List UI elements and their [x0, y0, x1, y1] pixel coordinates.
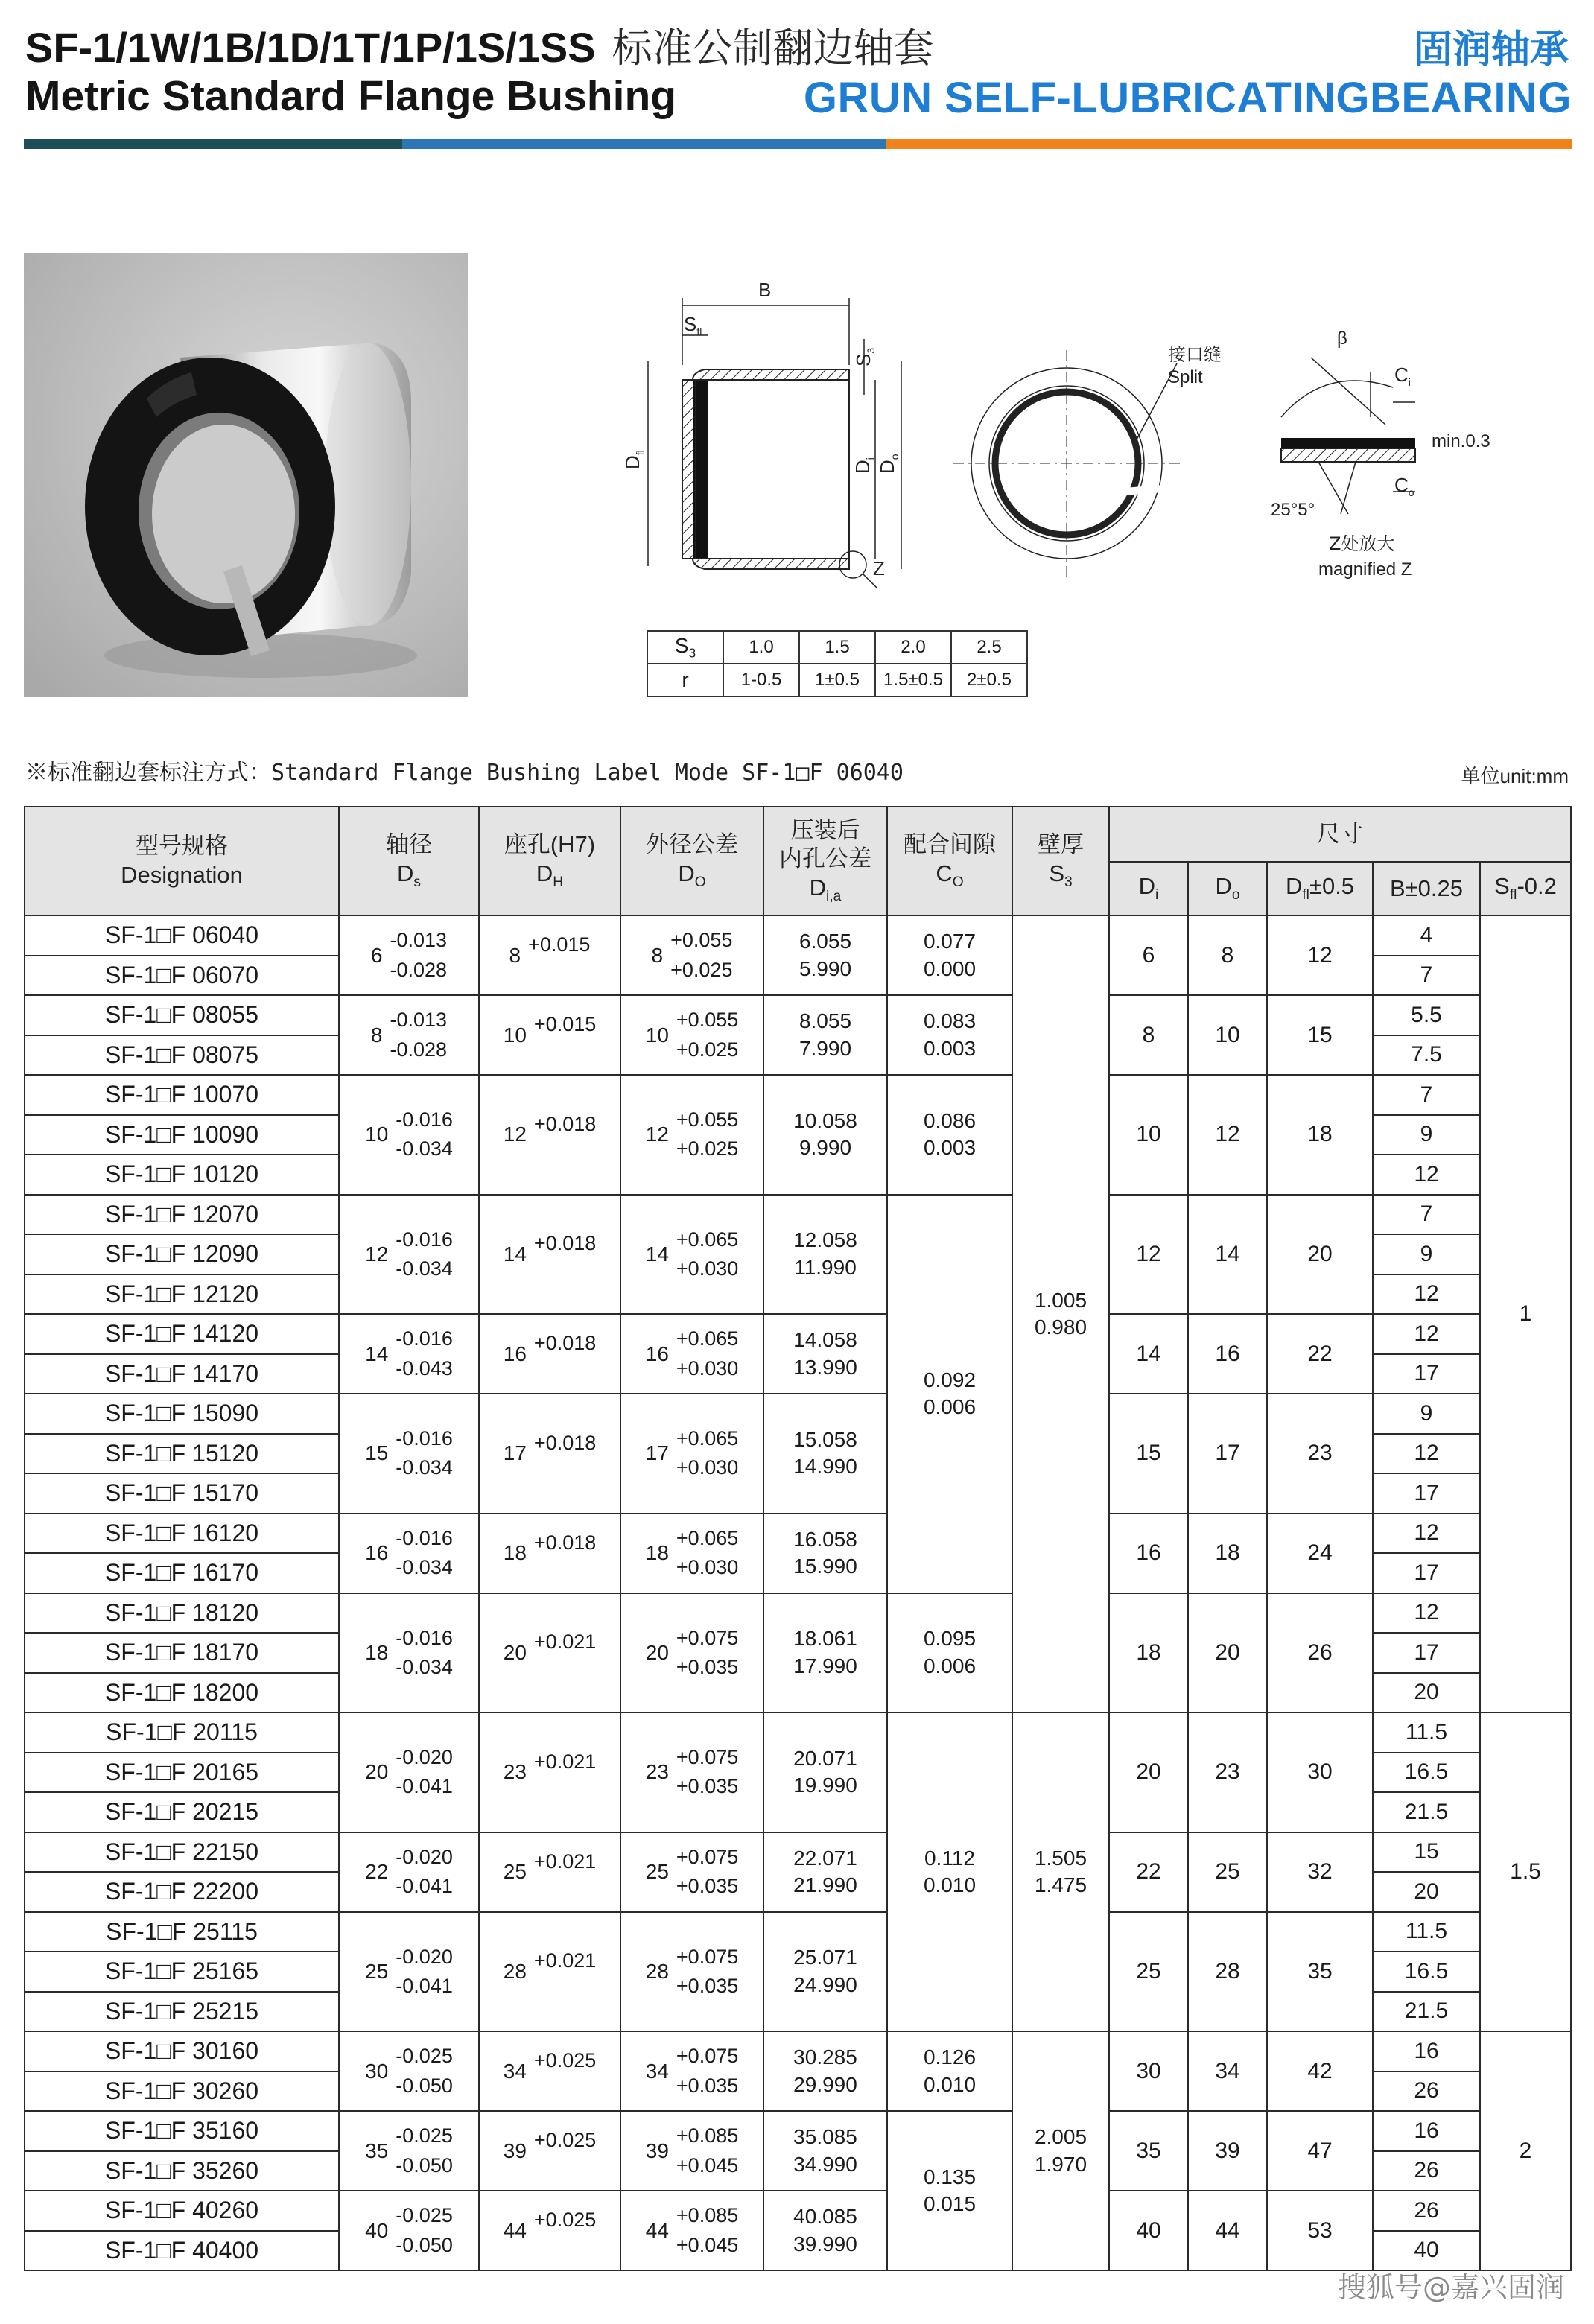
di-cell: 22 [1109, 1832, 1188, 1912]
dim-b-label: B [758, 279, 772, 301]
do-size-cell: 44 [1188, 2191, 1267, 2270]
do-size-cell: 20 [1188, 1593, 1267, 1713]
title-models: SF-1/1W/1B/1D/1T/1P/1S/1SS [25, 24, 596, 71]
dia-tolerance-cell: 8.055 7.990 [763, 995, 887, 1075]
co-clearance-cell: 0.095 0.006 [887, 1593, 1012, 1713]
b-cell: 9 [1373, 1394, 1480, 1434]
dia-tolerance-cell: 22.071 21.990 [763, 1832, 887, 1912]
s3-radius-table [647, 630, 1028, 697]
ds-tolerance-cell: 25 -0.020 -0.041 [339, 1912, 479, 2032]
di-cell: 6 [1109, 915, 1188, 995]
magnified-label-en: magnified Z [1318, 559, 1412, 580]
do-size-cell: 17 [1188, 1394, 1267, 1514]
ds-tolerance-cell: 22 -0.020 -0.041 [339, 1832, 479, 1912]
s3-wall-cell: 1.005 0.980 [1012, 915, 1109, 1712]
table-body [25, 915, 1571, 2270]
di-cell: 25 [1109, 1912, 1188, 2032]
product-photo [24, 253, 468, 697]
dh-tolerance-cell: 20 +0.021 [479, 1593, 620, 1713]
b-cell: 16.5 [1373, 1952, 1480, 1992]
designation-cell: SF-1□F 20165 [25, 1753, 339, 1793]
di-cell: 15 [1109, 1394, 1188, 1514]
dfl-cell: 42 [1267, 2031, 1373, 2111]
page-header [0, 0, 1594, 156]
dia-tolerance-cell: 15.058 14.990 [763, 1394, 887, 1514]
s3-cell: 2.5 [951, 631, 1027, 664]
table-row [25, 915, 1571, 956]
b-cell: 15 [1373, 1832, 1480, 1873]
bushing-spec-table [24, 806, 1572, 2271]
b-cell: 26 [1373, 2071, 1480, 2112]
col-sfl: $S_{fl}-0.2$ [1480, 862, 1571, 915]
b-cell: 16 [1373, 2111, 1480, 2151]
min-label: min.0.3 [1432, 431, 1490, 451]
designation-cell: SF-1□F 10090 [25, 1115, 339, 1155]
designation-cell: SF-1□F 12070 [25, 1195, 339, 1235]
technical-drawing [611, 268, 1579, 618]
ds-tolerance-cell: 10 -0.016 -0.034 [339, 1075, 479, 1195]
ds-tolerance-cell: 16 -0.016 -0.034 [339, 1514, 479, 1593]
col-b: B±0.25 [1373, 862, 1480, 915]
s3-wall-cell: 2.005 1.970 [1012, 2031, 1109, 2270]
b-cell: 12 [1373, 1593, 1480, 1634]
col-dfl: $D_{fl}\pm 0.5$ [1267, 862, 1373, 915]
designation-cell: SF-1□F 15090 [25, 1394, 339, 1434]
r-cell: 1±0.5 [799, 664, 875, 696]
b-cell: 7 [1373, 956, 1480, 996]
dim-do-label: $D_o$ [876, 454, 901, 474]
table-row [25, 2191, 1571, 2231]
dh-tolerance-cell: 8 +0.015 [479, 915, 620, 995]
do-size-cell: 39 [1188, 2111, 1267, 2191]
col-size-group: 尺寸 [1109, 807, 1571, 862]
col-designation: 型号规格 Designation [25, 807, 339, 915]
col-dia: 压装后 内孔公差 $D_{i,a}$ [763, 807, 887, 915]
dim-sfl-label: $S_{fl}$ [684, 313, 702, 337]
co-clearance-cell: 0.077 0.000 [887, 915, 1012, 995]
b-cell: 11.5 [1373, 1912, 1480, 1952]
dfl-cell: 35 [1267, 1912, 1373, 2032]
designation-cell: SF-1□F 14170 [25, 1354, 339, 1394]
designation-cell: SF-1□F 14120 [25, 1314, 339, 1354]
sfl-cell: 1.5 [1480, 1712, 1571, 2031]
b-cell: 17 [1373, 1354, 1480, 1394]
b-cell: 16 [1373, 2031, 1480, 2071]
di-cell: 35 [1109, 2111, 1188, 2191]
table-row [25, 995, 1571, 1035]
dh-tolerance-cell: 17 +0.018 [479, 1394, 620, 1514]
co-clearance-cell: 0.126 0.010 [887, 2031, 1012, 2111]
s3-wall-cell: 1.505 1.475 [1012, 1712, 1109, 2031]
do-size-cell: 16 [1188, 1314, 1267, 1394]
b-cell: 11.5 [1373, 1712, 1480, 1753]
dfl-cell: 30 [1267, 1712, 1373, 1832]
split-label-en: Split [1168, 367, 1203, 387]
ci-label: $C_i$ [1394, 363, 1411, 388]
co-label: $C_o$ [1394, 474, 1414, 498]
dh-tolerance-cell: 28 +0.021 [479, 1912, 620, 2032]
b-cell: 4 [1373, 915, 1480, 956]
designation-cell: SF-1□F 40260 [25, 2191, 339, 2231]
b-cell: 17 [1373, 1473, 1480, 1514]
designation-cell: SF-1□F 18170 [25, 1633, 339, 1673]
r-cell: 2±0.5 [951, 664, 1027, 696]
co-clearance-cell: 0.092 0.006 [887, 1195, 1012, 1593]
dfl-cell: 32 [1267, 1832, 1373, 1912]
designation-cell: SF-1□F 06040 [25, 915, 339, 956]
table-row [25, 1314, 1571, 1354]
designation-cell: SF-1□F 08075 [25, 1035, 339, 1076]
co-clearance-cell: 0.086 0.003 [887, 1075, 1012, 1195]
designation-cell: SF-1□F 18200 [25, 1673, 339, 1713]
dia-tolerance-cell: 18.061 17.990 [763, 1593, 887, 1713]
designation-cell: SF-1□F 40400 [25, 2231, 339, 2271]
col-do2: $D_o$ [1188, 862, 1267, 915]
do-tolerance-cell: 34 +0.075 +0.035 [620, 2031, 763, 2111]
designation-cell: SF-1□F 25115 [25, 1912, 339, 1952]
co-clearance-cell: 0.112 0.010 [887, 1712, 1012, 2031]
co-clearance-cell: 0.083 0.003 [887, 995, 1012, 1075]
b-cell: 9 [1373, 1234, 1480, 1274]
r-header: r [647, 664, 723, 696]
do-tolerance-cell: 23 +0.075 +0.035 [620, 1712, 763, 1832]
do-size-cell: 34 [1188, 2031, 1267, 2111]
dfl-cell: 53 [1267, 2191, 1373, 2270]
do-size-cell: 25 [1188, 1832, 1267, 1912]
table-row [25, 1394, 1571, 1434]
page-title [25, 16, 934, 74]
designation-cell: SF-1□F 30260 [25, 2071, 339, 2112]
dh-tolerance-cell: 44 +0.025 [479, 2191, 620, 2270]
do-tolerance-cell: 10 +0.055 +0.025 [620, 995, 763, 1075]
col-co: 配合间隙 $C_O$ [887, 807, 1012, 915]
dia-tolerance-cell: 12.058 11.990 [763, 1195, 887, 1315]
table-row [25, 1832, 1571, 1873]
di-cell: 20 [1109, 1712, 1188, 1832]
dh-tolerance-cell: 16 +0.018 [479, 1314, 620, 1394]
b-cell: 12 [1373, 1274, 1480, 1315]
do-size-cell: 8 [1188, 915, 1267, 995]
col-do: 外径公差 $D_O$ [620, 807, 763, 915]
designation-cell: SF-1□F 30160 [25, 2031, 339, 2071]
dh-tolerance-cell: 10 +0.015 [479, 995, 620, 1075]
table-row [25, 1593, 1571, 1634]
table-row [25, 1712, 1571, 1753]
designation-cell: SF-1□F 25165 [25, 1952, 339, 1992]
b-cell: 5.5 [1373, 995, 1480, 1035]
sfl-cell: 2 [1480, 2031, 1571, 2270]
dia-tolerance-cell: 10.058 9.990 [763, 1075, 887, 1195]
b-cell: 7.5 [1373, 1035, 1480, 1076]
ds-tolerance-cell: 18 -0.016 -0.034 [339, 1593, 479, 1713]
beta-label: β [1337, 328, 1347, 349]
r-row [647, 664, 1027, 696]
dim-z-label: Z [873, 557, 885, 580]
dia-tolerance-cell: 25.071 24.990 [763, 1912, 887, 2032]
b-cell: 9 [1373, 1115, 1480, 1155]
designation-cell: SF-1□F 20215 [25, 1792, 339, 1832]
designation-cell: SF-1□F 06070 [25, 956, 339, 996]
designation-cell: SF-1□F 15120 [25, 1434, 339, 1474]
b-cell: 12 [1373, 1155, 1480, 1195]
dfl-cell: 22 [1267, 1314, 1373, 1394]
header-rule-blue [402, 139, 886, 149]
do-tolerance-cell: 28 +0.075 +0.035 [620, 1912, 763, 2032]
designation-cell: SF-1□F 22200 [25, 1872, 339, 1912]
do-size-cell: 12 [1188, 1075, 1267, 1195]
dfl-cell: 24 [1267, 1514, 1373, 1593]
di-cell: 12 [1109, 1195, 1188, 1315]
table-row [25, 1514, 1571, 1554]
designation-cell: SF-1□F 12090 [25, 1234, 339, 1274]
dfl-cell: 12 [1267, 915, 1373, 995]
col-di: $D_i$ [1109, 862, 1188, 915]
do-tolerance-cell: 12 +0.055 +0.025 [620, 1075, 763, 1195]
ds-tolerance-cell: 35 -0.025 -0.050 [339, 2111, 479, 2191]
do-tolerance-cell: 17 +0.065 +0.030 [620, 1394, 763, 1514]
label-mode-note: ※标准翻边套标注方式：Standard Flange Bushing Label Mode SF-1□F 06040 [25, 760, 904, 786]
designation-cell: SF-1□F 25215 [25, 1992, 339, 2032]
designation-cell: SF-1□F 35160 [25, 2111, 339, 2151]
dh-tolerance-cell: 34 +0.025 [479, 2031, 620, 2111]
designation-cell: SF-1□F 18120 [25, 1593, 339, 1634]
header-rule-orange [886, 139, 1572, 149]
sfl-cell: 1 [1480, 915, 1571, 1712]
designation-cell: SF-1□F 35260 [25, 2151, 339, 2191]
designation-cell: SF-1□F 16120 [25, 1514, 339, 1554]
dh-tolerance-cell: 12 +0.018 [479, 1075, 620, 1195]
ds-tolerance-cell: 12 -0.016 -0.034 [339, 1195, 479, 1315]
di-cell: 16 [1109, 1514, 1188, 1593]
dia-tolerance-cell: 6.055 5.990 [763, 915, 887, 995]
dia-tolerance-cell: 14.058 13.990 [763, 1314, 887, 1394]
table-row [25, 2111, 1571, 2151]
b-cell: 16.5 [1373, 1753, 1480, 1793]
b-cell: 17 [1373, 1633, 1480, 1673]
ds-tolerance-cell: 8 -0.013 -0.028 [339, 995, 479, 1075]
s3-cell: 2.0 [875, 631, 951, 664]
r-cell: 1-0.5 [723, 664, 799, 696]
dia-tolerance-cell: 40.085 39.990 [763, 2191, 887, 2270]
unit-note: 单位unit:mm [1461, 765, 1569, 787]
angle-label: 25°5° [1271, 500, 1315, 520]
brand-name-en: GRUN SELF-LUBRICATINGBEARING [803, 74, 1572, 122]
s3-header: $S_3$ [647, 631, 723, 664]
dfl-cell: 20 [1267, 1195, 1373, 1315]
b-cell: 12 [1373, 1514, 1480, 1554]
dia-tolerance-cell: 20.071 19.990 [763, 1712, 887, 1832]
title-cn: 标准公制翻边轴套 [612, 25, 934, 72]
co-clearance-cell: 0.135 0.015 [887, 2111, 1012, 2270]
do-size-cell: 18 [1188, 1514, 1267, 1593]
col-dh: 座孔(H7) $D_H$ [479, 807, 620, 915]
di-cell: 30 [1109, 2031, 1188, 2111]
designation-cell: SF-1□F 22150 [25, 1832, 339, 1873]
designation-cell: SF-1□F 12120 [25, 1274, 339, 1315]
dh-tolerance-cell: 39 +0.025 [479, 2111, 620, 2191]
ds-tolerance-cell: 30 -0.025 -0.050 [339, 2031, 479, 2111]
dh-tolerance-cell: 25 +0.021 [479, 1832, 620, 1912]
b-cell: 12 [1373, 1434, 1480, 1474]
b-cell: 26 [1373, 2151, 1480, 2191]
b-cell: 21.5 [1373, 1992, 1480, 2032]
designation-cell: SF-1□F 10120 [25, 1155, 339, 1195]
dh-tolerance-cell: 18 +0.018 [479, 1514, 620, 1593]
r-cell: 1.5±0.5 [875, 664, 951, 696]
ds-tolerance-cell: 40 -0.025 -0.050 [339, 2191, 479, 2270]
b-cell: 12 [1373, 1314, 1480, 1354]
ds-tolerance-cell: 20 -0.020 -0.041 [339, 1712, 479, 1832]
s3-row [647, 631, 1027, 664]
do-size-cell: 28 [1188, 1912, 1267, 2032]
dia-tolerance-cell: 30.285 29.990 [763, 2031, 887, 2111]
do-size-cell: 14 [1188, 1195, 1267, 1315]
ds-tolerance-cell: 15 -0.016 -0.034 [339, 1394, 479, 1514]
do-tolerance-cell: 20 +0.075 +0.035 [620, 1593, 763, 1713]
do-size-cell: 10 [1188, 995, 1267, 1075]
dim-s3-label: $S_3$ [852, 347, 877, 366]
do-tolerance-cell: 25 +0.075 +0.035 [620, 1832, 763, 1912]
header-rule-teal [24, 139, 402, 149]
do-tolerance-cell: 18 +0.065 +0.030 [620, 1514, 763, 1593]
s3-cell: 1.5 [799, 631, 875, 664]
dh-tolerance-cell: 23 +0.021 [479, 1712, 620, 1832]
di-cell: 18 [1109, 1593, 1188, 1713]
do-size-cell: 23 [1188, 1712, 1267, 1832]
b-cell: 21.5 [1373, 1792, 1480, 1832]
di-cell: 14 [1109, 1314, 1188, 1394]
designation-cell: SF-1□F 10070 [25, 1075, 339, 1115]
table-row [25, 1195, 1571, 1235]
dim-dfl-label: $D_{fl}$ [621, 450, 646, 469]
magnified-label-cn: Z处放大 [1329, 533, 1395, 554]
dfl-cell: 23 [1267, 1394, 1373, 1514]
ds-tolerance-cell: 14 -0.016 -0.043 [339, 1314, 479, 1394]
b-cell: 20 [1373, 1673, 1480, 1713]
designation-cell: SF-1□F 20115 [25, 1712, 339, 1753]
do-tolerance-cell: 16 +0.065 +0.030 [620, 1314, 763, 1394]
designation-cell: SF-1□F 08055 [25, 995, 339, 1035]
b-cell: 26 [1373, 2191, 1480, 2231]
dfl-cell: 47 [1267, 2111, 1373, 2191]
di-cell: 8 [1109, 995, 1188, 1075]
do-tolerance-cell: 14 +0.065 +0.030 [620, 1195, 763, 1315]
table-row [25, 2031, 1571, 2071]
dia-tolerance-cell: 16.058 15.990 [763, 1514, 887, 1593]
split-label-cn: 接口缝 [1168, 344, 1222, 365]
dia-tolerance-cell: 35.085 34.990 [763, 2111, 887, 2191]
s3-cell: 1.0 [723, 631, 799, 664]
di-cell: 40 [1109, 2191, 1188, 2270]
do-tolerance-cell: 39 +0.085 +0.045 [620, 2111, 763, 2191]
dfl-cell: 26 [1267, 1593, 1373, 1713]
do-tolerance-cell: 8 +0.055 +0.025 [620, 915, 763, 995]
b-cell: 7 [1373, 1075, 1480, 1115]
b-cell: 20 [1373, 1872, 1480, 1912]
brand-name-cn: 固润轴承 [1413, 28, 1569, 72]
dh-tolerance-cell: 14 +0.018 [479, 1195, 620, 1315]
col-s3: 壁厚 $S_3$ [1012, 807, 1109, 915]
do-tolerance-cell: 44 +0.085 +0.045 [620, 2191, 763, 2270]
designation-cell: SF-1□F 16170 [25, 1553, 339, 1593]
di-cell: 10 [1109, 1075, 1188, 1195]
b-cell: 7 [1373, 1195, 1480, 1235]
table-row [25, 1912, 1571, 1952]
table-row [25, 1075, 1571, 1115]
dfl-cell: 15 [1267, 995, 1373, 1075]
watermark: 搜狐号@嘉兴固润 [1337, 2271, 1564, 2304]
designation-cell: SF-1□F 15170 [25, 1473, 339, 1514]
dim-di-label: $D_i$ [851, 457, 876, 474]
page-subtitle: Metric Standard Flange Bushing [25, 72, 677, 120]
col-ds: 轴径 $D_s$ [339, 807, 479, 915]
dfl-cell: 18 [1267, 1075, 1373, 1195]
ds-tolerance-cell: 6 -0.013 -0.028 [339, 915, 479, 995]
b-cell: 40 [1373, 2231, 1480, 2271]
b-cell: 17 [1373, 1553, 1480, 1593]
